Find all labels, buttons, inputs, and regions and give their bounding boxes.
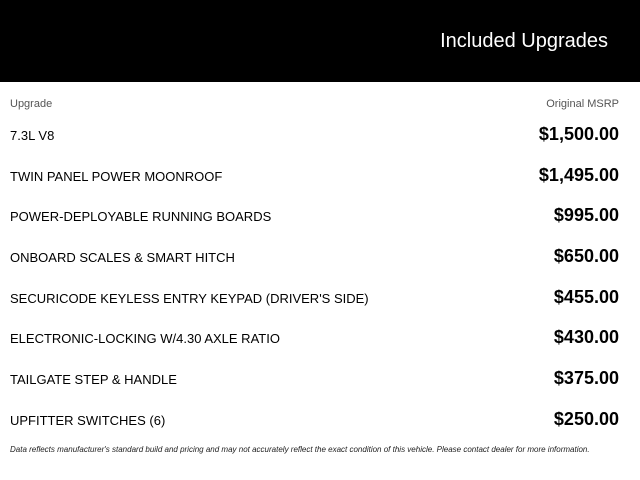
list-item — [0, 318, 640, 359]
upgrade-column-header: Upgrade — [10, 98, 53, 110]
upgrade-name: ELECTRONIC-LOCKING W/4.30 AXLE RATIO — [10, 331, 280, 347]
upgrade-name: SECURICODE KEYLESS ENTRY KEYPAD (DRIVER'S SIDE) — [10, 290, 369, 306]
upgrade-name: UPFITTER SWITCHES (6) — [10, 412, 166, 428]
list-item — [0, 359, 640, 400]
upgrade-price: $1,500.00 — [538, 124, 619, 144]
list-item — [0, 237, 640, 278]
list-item — [0, 400, 640, 441]
upgrade-price: $650.00 — [553, 246, 619, 267]
list-item — [0, 278, 640, 319]
disclaimer-text: Data reflects manufacturer's standard build and pricing and may not accurately reflect the exact condition of this vehicle. Please contact dealer for more information. — [10, 445, 590, 454]
upgrade-price: $455.00 — [553, 286, 619, 307]
upgrade-price: $375.00 — [553, 368, 619, 389]
header-bar — [0, 0, 640, 82]
upgrade-name: TWIN PANEL POWER MOONROOF — [10, 168, 223, 184]
upgrade-price: $1,495.00 — [538, 164, 619, 185]
upgrade-name: TAILGATE STEP & HANDLE — [10, 372, 177, 388]
list-item — [0, 196, 640, 237]
upgrade-name: 7.3L V8 — [10, 128, 55, 143]
upgrade-name: ONBOARD SCALES & SMART HITCH — [10, 250, 235, 266]
page-title: Included Upgrades — [440, 30, 608, 52]
list-item — [0, 115, 640, 156]
upgrades-list — [0, 115, 640, 441]
upgrade-price: $250.00 — [553, 408, 619, 429]
msrp-column-header: Original MSRP — [546, 98, 619, 110]
column-headers — [0, 98, 640, 114]
list-item — [0, 156, 640, 197]
upgrade-price: $430.00 — [553, 327, 619, 348]
upgrade-price: $995.00 — [553, 205, 619, 226]
upgrade-name: POWER-DEPLOYABLE RUNNING BOARDS — [10, 209, 272, 225]
